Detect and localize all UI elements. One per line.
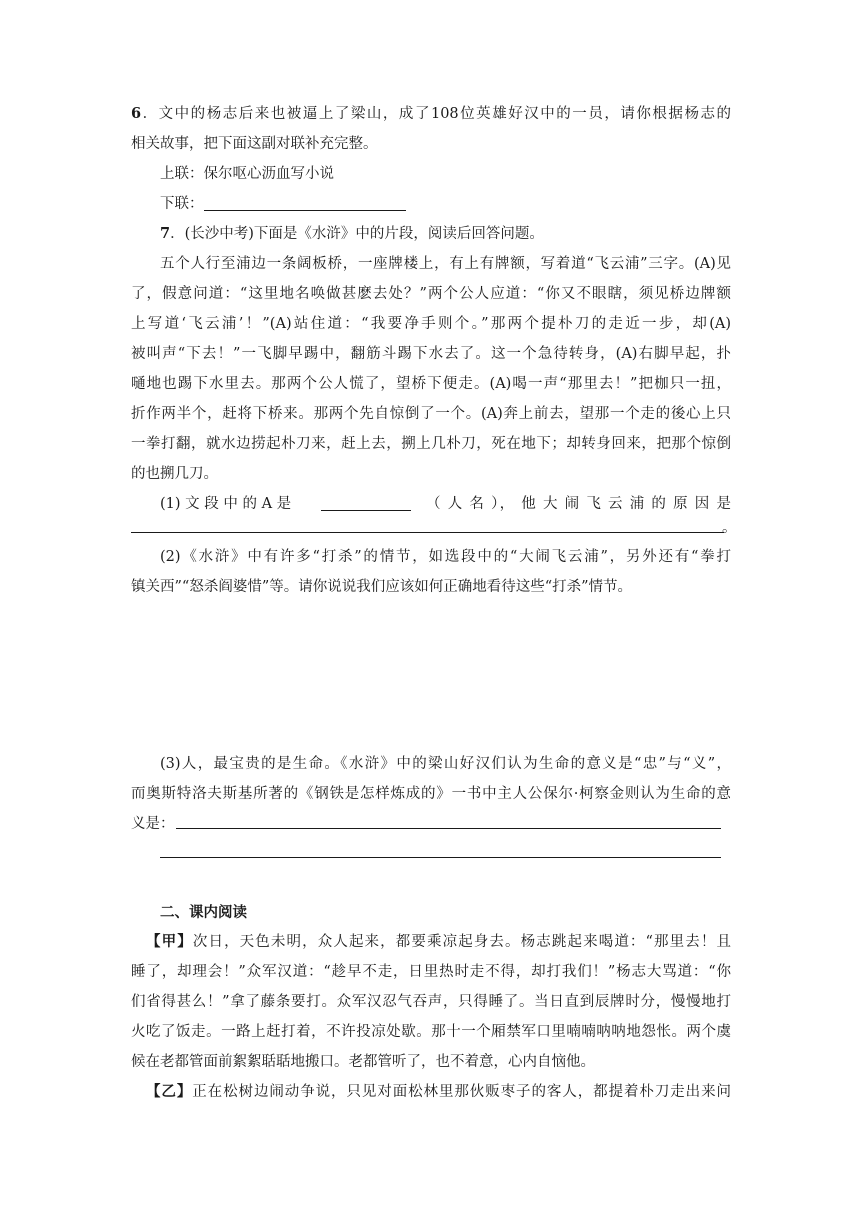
q7-passage-line: 五个人行至浦边一条阔板桥，一座牌楼上，有上有牌额，写着道“飞云浦”三字。(A)见 xyxy=(160,256,731,272)
q7-passage-line: 了，假意问道：“这里地名唤做甚麽去处？”两个公人应道：“你又不眼瞎，须见桥边牌额 xyxy=(131,286,731,302)
jia-line: 睡了，却理会！”众军汉道：“趁早不走，日里热时走不得，却打我们！”杨志大骂道：“你 xyxy=(131,964,731,980)
q7-sub3-line-3: 义是： xyxy=(131,816,175,832)
q7-passage-line: 嗵地也踢下水里去。那两个公人慌了，望桥下便走。(A)喝一声“那里去！”把枷只一扭， xyxy=(131,376,731,392)
q7-sub2-line-1: (2)《水浒》中有许多“打杀”的情节，如选段中的“大闹飞云浦”，另外还有“拳打 xyxy=(160,549,731,565)
q7-sub1-part-a: (1) 文 段 中 的 A 是 xyxy=(160,496,292,512)
jia-line: 火吃了饭走。一路上赶打着，不许投凉处歇。那十一个厢禁军口里喃喃呐呐地怨怅。两个虞 xyxy=(131,1024,731,1040)
q7-passage-line: 被叫声“下去！”一飞脚早踢中，翻筋斗踢下水去了。这一个急待转身，(A)右脚早起，扑 xyxy=(131,346,731,362)
q7-sub3-answer-blank-1[interactable] xyxy=(176,828,721,829)
q6-line-2: 相关故事，把下面这副对联补充完整。 xyxy=(131,136,378,152)
q7-passage-line: 的也搠几刀。 xyxy=(131,466,218,482)
q6-line-1: 6．文中的杨志后来也被逼上了梁山，成了108位英雄好汉中的一员，请你根据杨志的 xyxy=(131,105,731,122)
q7-passage-line: 上写道‘飞云浦’！”(A)站住道：“我要净手则个。”那两个提朴刀的走近一步，却(A) xyxy=(131,316,731,332)
q7-passage-line: 折作两半个，赶将下桥来。那两个先自惊倒了一个。(A)奔上前去，望那一个走的後心上只 xyxy=(131,406,731,422)
jia-line: 们省得甚么！”拿了藤条要打。众军汉忍气吞声，只得睡了。当日直到辰牌时分，慢慢地打 xyxy=(131,994,731,1010)
q7-intro: 7．(长沙中考)下面是《水浒》中的片段，阅读后回答问题。 xyxy=(160,225,544,242)
q6-answer-blank[interactable] xyxy=(204,194,406,211)
yi-tag: 【乙】 xyxy=(146,1083,193,1100)
q7-sub2-line-2: 镇关西”“怒杀阎婆惜”等。请你说说我们应该如何正确地看待这些“打杀”情节。 xyxy=(131,579,633,595)
q6-lower-couplet: 下联： xyxy=(160,194,731,214)
q7-sub1-period: 。 xyxy=(722,520,737,536)
q7-sub1-part-b: （ 人 名 ）， 他 大 闹 飞 云 浦 的 原 因 是 xyxy=(426,496,731,512)
q7-sub1-reason-blank[interactable] xyxy=(131,532,724,533)
q7-sub3-line-1: (3)人，最宝贵的是生命。《水浒》中的梁山好汉们认为生命的意义是“忠”与“义”， xyxy=(160,756,731,772)
jia-line-1: 【甲】次日，天色未明，众人起来，都要乘凉起身去。杨志跳起来喝道：“那里去！且 xyxy=(146,933,732,950)
jia-line: 候在老都管面前絮絮聒聒地搬口。老都管听了，也不着意，心内自恼他。 xyxy=(131,1054,595,1070)
q7-passage-line: 一拳打翻，就水边捞起朴刀来，赶上去，搠上几朴刀，死在地下；却转身回来，把那个惊倒 xyxy=(131,436,731,452)
q7-sub3-line-2: 而奥斯特洛夫斯基所著的《钢铁是怎样炼成的》一书中主人公保尔·柯察金则认为生命的意 xyxy=(131,786,731,802)
q6-upper-couplet: 上联：保尔呕心沥血写小说 xyxy=(160,166,334,182)
q7-sub1-name-blank[interactable] xyxy=(321,494,411,511)
jia-tag: 【甲】 xyxy=(146,933,193,950)
q7-sub3-answer-blank-2[interactable] xyxy=(160,857,721,858)
q7-number: 7 xyxy=(160,225,171,242)
section-2-heading: 二、课内阅读 xyxy=(160,905,247,921)
yi-line-1: 【乙】正在松树边闹动争说，只见对面松林里那伙贩枣子的客人，都提着朴刀走出来问 xyxy=(146,1083,732,1100)
q6-number: 6 xyxy=(131,105,142,122)
